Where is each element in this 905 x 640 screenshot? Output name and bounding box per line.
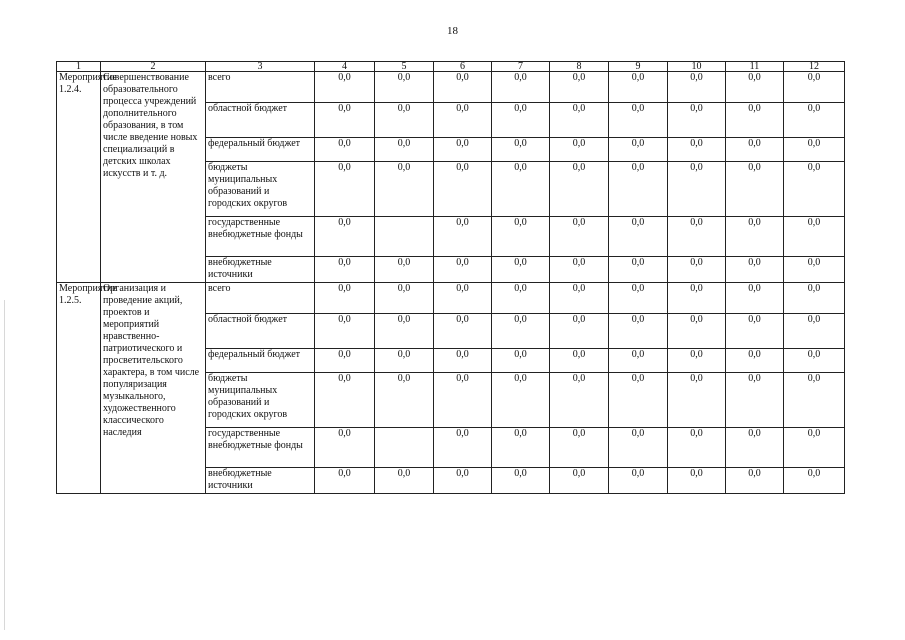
value-cell: 0,0 bbox=[784, 257, 845, 283]
value-cell: 0,0 bbox=[492, 138, 550, 162]
value-cell: 0,0 bbox=[726, 138, 784, 162]
value-cell: 0,0 bbox=[609, 428, 668, 468]
value-cell: 0,0 bbox=[492, 349, 550, 373]
event-number-cell: Мероприятие 1.2.5. bbox=[57, 283, 101, 494]
value-cell: 0,0 bbox=[726, 103, 784, 138]
value-cell: 0,0 bbox=[668, 373, 726, 428]
value-cell: 0,0 bbox=[609, 72, 668, 103]
value-cell: 0,0 bbox=[726, 257, 784, 283]
col-header: 2 bbox=[101, 62, 206, 72]
value-cell: 0,0 bbox=[315, 257, 375, 283]
funding-source-cell: государственные внебюджетные фонды bbox=[206, 217, 315, 257]
value-cell: 0,0 bbox=[550, 138, 609, 162]
value-cell: 0,0 bbox=[784, 162, 845, 217]
value-cell: 0,0 bbox=[492, 468, 550, 494]
value-cell: 0,0 bbox=[784, 373, 845, 428]
value-cell: 0,0 bbox=[315, 349, 375, 373]
col-header: 9 bbox=[609, 62, 668, 72]
value-cell: 0,0 bbox=[609, 257, 668, 283]
value-cell: 0,0 bbox=[375, 349, 434, 373]
value-cell: 0,0 bbox=[784, 217, 845, 257]
value-cell: 0,0 bbox=[375, 162, 434, 217]
value-cell: 0,0 bbox=[668, 162, 726, 217]
value-cell: 0,0 bbox=[550, 349, 609, 373]
value-cell: 0,0 bbox=[726, 314, 784, 349]
value-cell: 0,0 bbox=[492, 162, 550, 217]
value-cell: 0,0 bbox=[668, 349, 726, 373]
funding-source-cell: внебюджетные источники bbox=[206, 468, 315, 494]
value-cell: 0,0 bbox=[550, 72, 609, 103]
value-cell: 0,0 bbox=[550, 468, 609, 494]
col-header: 6 bbox=[434, 62, 492, 72]
value-cell: 0,0 bbox=[434, 138, 492, 162]
value-cell: 0,0 bbox=[434, 283, 492, 314]
value-cell: 0,0 bbox=[784, 428, 845, 468]
value-cell: 0,0 bbox=[315, 373, 375, 428]
value-cell: 0,0 bbox=[375, 103, 434, 138]
value-cell: 0,0 bbox=[609, 103, 668, 138]
value-cell: 0,0 bbox=[375, 283, 434, 314]
value-cell: 0,0 bbox=[609, 283, 668, 314]
value-cell: 0,0 bbox=[434, 314, 492, 349]
event-number-cell: Мероприятие 1.2.4. bbox=[57, 72, 101, 283]
value-cell: 0,0 bbox=[726, 283, 784, 314]
col-header: 7 bbox=[492, 62, 550, 72]
value-cell: 0,0 bbox=[492, 283, 550, 314]
value-cell: 0,0 bbox=[492, 103, 550, 138]
value-cell: 0,0 bbox=[609, 373, 668, 428]
value-cell: 0,0 bbox=[550, 217, 609, 257]
value-cell: 0,0 bbox=[375, 373, 434, 428]
budget-table bbox=[56, 61, 845, 494]
value-cell: 0,0 bbox=[609, 349, 668, 373]
funding-source-cell: федеральный бюджет bbox=[206, 138, 315, 162]
value-cell: 0,0 bbox=[434, 428, 492, 468]
value-cell: 0,0 bbox=[434, 72, 492, 103]
funding-source-cell: государственные внебюджетные фонды bbox=[206, 428, 315, 468]
value-cell: 0,0 bbox=[668, 314, 726, 349]
value-cell bbox=[375, 217, 434, 257]
funding-source-cell: бюджеты муниципальных образований и городских округов bbox=[206, 162, 315, 217]
value-cell: 0,0 bbox=[609, 468, 668, 494]
value-cell: 0,0 bbox=[784, 103, 845, 138]
col-header: 12 bbox=[784, 62, 845, 72]
header-row bbox=[57, 62, 845, 72]
value-cell: 0,0 bbox=[784, 283, 845, 314]
value-cell: 0,0 bbox=[434, 349, 492, 373]
col-header: 1 bbox=[57, 62, 101, 72]
value-cell: 0,0 bbox=[434, 257, 492, 283]
col-header: 8 bbox=[550, 62, 609, 72]
value-cell: 0,0 bbox=[492, 257, 550, 283]
value-cell: 0,0 bbox=[492, 373, 550, 428]
value-cell: 0,0 bbox=[550, 283, 609, 314]
value-cell: 0,0 bbox=[434, 217, 492, 257]
value-cell: 0,0 bbox=[668, 217, 726, 257]
value-cell: 0,0 bbox=[375, 257, 434, 283]
value-cell: 0,0 bbox=[726, 162, 784, 217]
table-row bbox=[57, 72, 845, 103]
value-cell: 0,0 bbox=[315, 72, 375, 103]
value-cell: 0,0 bbox=[668, 428, 726, 468]
value-cell: 0,0 bbox=[668, 468, 726, 494]
value-cell: 0,0 bbox=[668, 72, 726, 103]
value-cell: 0,0 bbox=[609, 217, 668, 257]
value-cell: 0,0 bbox=[726, 217, 784, 257]
col-header: 5 bbox=[375, 62, 434, 72]
col-header: 3 bbox=[206, 62, 315, 72]
funding-source-cell: всего bbox=[206, 72, 315, 103]
value-cell: 0,0 bbox=[375, 468, 434, 494]
value-cell: 0,0 bbox=[492, 428, 550, 468]
col-header: 11 bbox=[726, 62, 784, 72]
col-header: 4 bbox=[315, 62, 375, 72]
value-cell: 0,0 bbox=[550, 314, 609, 349]
value-cell: 0,0 bbox=[784, 349, 845, 373]
value-cell: 0,0 bbox=[726, 72, 784, 103]
value-cell: 0,0 bbox=[315, 138, 375, 162]
page-number: 18 bbox=[447, 25, 458, 37]
funding-source-cell: всего bbox=[206, 283, 315, 314]
value-cell: 0,0 bbox=[434, 373, 492, 428]
table-row bbox=[57, 283, 845, 314]
scan-margin-line bbox=[4, 300, 5, 630]
funding-source-cell: бюджеты муниципальных образований и городских округов bbox=[206, 373, 315, 428]
value-cell: 0,0 bbox=[550, 103, 609, 138]
value-cell: 0,0 bbox=[668, 257, 726, 283]
value-cell: 0,0 bbox=[609, 162, 668, 217]
value-cell: 0,0 bbox=[550, 428, 609, 468]
value-cell: 0,0 bbox=[550, 162, 609, 217]
value-cell: 0,0 bbox=[492, 314, 550, 349]
event-description-cell: Совершенствование образовательного процесса учреждений дополнительного образования, в том числе введение новых специализаций в детских школах искусств и т. д. bbox=[101, 72, 206, 283]
funding-source-cell: внебюджетные источники bbox=[206, 257, 315, 283]
value-cell: 0,0 bbox=[550, 257, 609, 283]
value-cell: 0,0 bbox=[726, 349, 784, 373]
value-cell: 0,0 bbox=[315, 162, 375, 217]
col-header: 10 bbox=[668, 62, 726, 72]
value-cell: 0,0 bbox=[434, 468, 492, 494]
value-cell: 0,0 bbox=[668, 138, 726, 162]
value-cell: 0,0 bbox=[492, 217, 550, 257]
value-cell: 0,0 bbox=[315, 428, 375, 468]
value-cell: 0,0 bbox=[784, 468, 845, 494]
value-cell: 0,0 bbox=[550, 373, 609, 428]
value-cell: 0,0 bbox=[375, 314, 434, 349]
value-cell bbox=[375, 428, 434, 468]
value-cell: 0,0 bbox=[315, 314, 375, 349]
value-cell: 0,0 bbox=[315, 103, 375, 138]
value-cell: 0,0 bbox=[609, 138, 668, 162]
value-cell: 0,0 bbox=[434, 162, 492, 217]
value-cell: 0,0 bbox=[668, 283, 726, 314]
value-cell: 0,0 bbox=[668, 103, 726, 138]
value-cell: 0,0 bbox=[434, 103, 492, 138]
value-cell: 0,0 bbox=[784, 72, 845, 103]
funding-source-cell: областной бюджет bbox=[206, 314, 315, 349]
value-cell: 0,0 bbox=[375, 72, 434, 103]
value-cell: 0,0 bbox=[315, 468, 375, 494]
funding-source-cell: федеральный бюджет bbox=[206, 349, 315, 373]
value-cell: 0,0 bbox=[784, 314, 845, 349]
funding-source-cell: областной бюджет bbox=[206, 103, 315, 138]
value-cell: 0,0 bbox=[609, 314, 668, 349]
value-cell: 0,0 bbox=[315, 217, 375, 257]
value-cell: 0,0 bbox=[726, 468, 784, 494]
value-cell: 0,0 bbox=[726, 373, 784, 428]
value-cell: 0,0 bbox=[784, 138, 845, 162]
value-cell: 0,0 bbox=[492, 72, 550, 103]
event-description-cell: Организация и проведение акций, проектов и мероприятий нравственно-патриотического и просветительского характера, в том числе популяризация музыкального, художественного классического наследия bbox=[101, 283, 206, 494]
value-cell: 0,0 bbox=[315, 283, 375, 314]
value-cell: 0,0 bbox=[375, 138, 434, 162]
value-cell: 0,0 bbox=[726, 428, 784, 468]
